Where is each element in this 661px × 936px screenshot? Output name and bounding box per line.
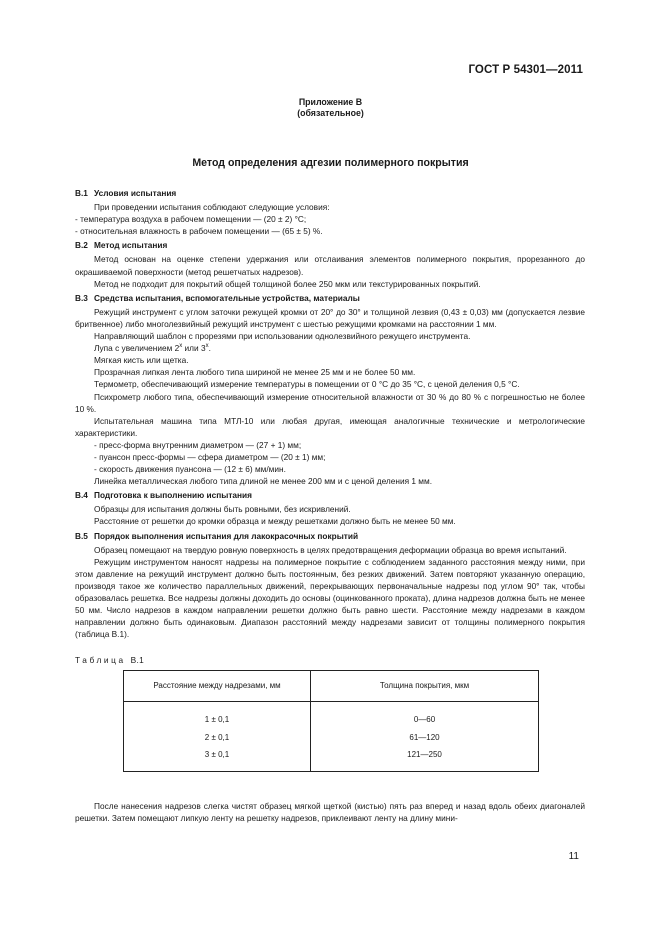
standard-number: ГОСТ Р 54301—2011: [468, 64, 583, 76]
annex-heading: [0, 97, 661, 119]
section-title: Метод испытания: [94, 240, 168, 251]
text-run: или 3: [182, 343, 206, 354]
paragraph: Режущий инструмент с углом заточки режущей кромки от 20° до 30° и толщиной лезвия (0,43 ± 0,03) мм (допускается лезвие бритвенное) либо многолезвийный режущий инструмент с шестью режущими кромками на расстоянии 1 мм.: [75, 306, 585, 329]
annex-status: (обязательное): [297, 108, 364, 118]
section-heading: [75, 187, 585, 199]
list-item: - пуансон пресс-формы — сфера диаметром — (20 ± 1) мм;: [94, 451, 326, 462]
paragraph: Метод не подходит для покрытий общей толщиной более 250 мкм или текстурированных покрытий.: [94, 278, 481, 289]
superscript: х: [179, 343, 183, 350]
paragraph: [75, 342, 585, 354]
text-run: .: [208, 343, 211, 354]
paragraph: Психрометр любого типа, обеспечивающий измерение относительной влажности от 30 % до 80 % с погрешностью не более 10 %.: [75, 391, 585, 414]
paragraph: Линейка металлическая любого типа длиной не менее 200 мм и с ценой деления 1 мм.: [94, 476, 433, 487]
section-heading: [75, 292, 585, 304]
table-header-row: [124, 671, 539, 702]
paragraph: При проведении испытания соблюдают следующие условия:: [94, 202, 330, 213]
paragraph: Термометр, обеспечивающий измерение температуры в помещении от 0 °С до 35 °С, с ценой деления 0,5 °С.: [94, 379, 520, 390]
annex-title: Приложение В: [298, 97, 363, 107]
section-number: В.1: [75, 188, 88, 198]
section-number: В.5: [75, 530, 88, 541]
page-number: 11: [568, 851, 579, 862]
paragraph: Образец помещают на твердую ровную поверхность в целях предотвращения деформации образца во время испытаний.: [94, 544, 567, 555]
table-caption-number: В.1: [130, 655, 144, 666]
paragraph: После нанесения надрезов слегка чистят образец мягкой щеткой (кистью) пять раз вперед и назад вдоль обеих диагоналей решетки. Затем помещают липкую ленту на решетку надрезов, приклеивают ленту на длину мини-: [75, 800, 585, 823]
document-title: Метод определения адгезии полимерного покрытия: [192, 157, 469, 169]
text-run: Лупа с увеличением 2: [94, 343, 180, 354]
data-table: [123, 670, 539, 771]
table-cell: 2 ± 0,1: [124, 727, 311, 744]
section-title: Подготовка к выполнению испытания: [94, 490, 252, 501]
section-title: Средства испытания, вспомогательные устройства, материалы: [94, 292, 360, 303]
table-header-cell: Толщина покрытия, мкм: [311, 671, 539, 702]
table-row: [124, 727, 539, 744]
section-number: В.2: [75, 240, 88, 251]
section-heading: [75, 489, 585, 501]
section-heading: [75, 530, 585, 542]
table-caption-label: Таблица: [75, 655, 126, 666]
list-item: - относительная влажность в рабочем помещении — (65 ± 5) %.: [75, 226, 323, 237]
paragraph: Режущим инструментом наносят надрезы на полимерное покрытие с соблюдением заданного расстояния между ними, при этом давление на режущий инструмент должно быть постоянным, без резких движений. Затем повторяют указанную операцию, производя такое же количество параллельных движений, перекрывающих первоначальные надрезы под углом 90° так, чтобы образовалась решетка. Все надрезы должны доходить до основы (оцинкованного проката), длина надрезов должна быть не менее 50 мм. Число надрезов в каждом направлении решетки должно быть равно шести. Расстояние между надрезами в каждом направлении должно быть одинаковым. Диапазон расстояний между надрезами зависит от толщины полимерного покрытия (таблица В.1).: [75, 556, 585, 640]
table-cell: 121—250: [311, 744, 539, 772]
paragraph: Испытательная машина типа МТЛ-10 или любая другая, имеющая аналогичные технические и метрологические характеристики.: [75, 415, 585, 438]
table-row: [124, 702, 539, 727]
table-cell: 3 ± 0,1: [124, 744, 311, 772]
paragraph: Направляющий шаблон с прорезями при использовании однолезвийного режущего инструмента.: [94, 331, 471, 342]
section-heading: [75, 239, 585, 251]
section-title: Условия испытания: [94, 188, 177, 198]
list-item: - скорость движения пуансона — (12 ± 6) мм/мин.: [94, 464, 286, 475]
paragraph: Мягкая кисть или щетка.: [94, 355, 189, 366]
paragraph: Образцы для испытания должны быть ровными, без искривлений.: [94, 504, 351, 515]
document-body: [75, 185, 585, 824]
table-caption: [75, 654, 585, 666]
section-number: В.3: [75, 292, 88, 303]
table-row: [124, 744, 539, 772]
paragraph: Метод основан на оценке степени удержания или отслаивания элементов полимерного покрытия, прорезанного до окрашиваемой поверхности (метод решетчатых надрезов).: [75, 254, 585, 277]
paragraph: Расстояние от решетки до кромки образца и между решетками должно быть не менее 50 мм.: [94, 516, 456, 527]
superscript: х: [205, 343, 209, 350]
table-header-cell: Расстояние между надрезами, мм: [124, 671, 311, 702]
section-number: В.4: [75, 490, 88, 501]
table-cell: 1 ± 0,1: [124, 702, 311, 727]
table-cell: 0—60: [311, 702, 539, 727]
paragraph: Прозрачная липкая лента любого типа шириной не менее 25 мм и не более 50 мм.: [94, 367, 416, 378]
list-item: - пресс-форма внутренним диаметром — (27 + 1) мм;: [94, 439, 302, 450]
list-item: - температура воздуха в рабочем помещении — (20 ± 2) °С;: [75, 214, 307, 225]
table-cell: 61—120: [311, 727, 539, 744]
section-title: Порядок выполнения испытания для лакокрасочных покрытий: [94, 530, 359, 541]
